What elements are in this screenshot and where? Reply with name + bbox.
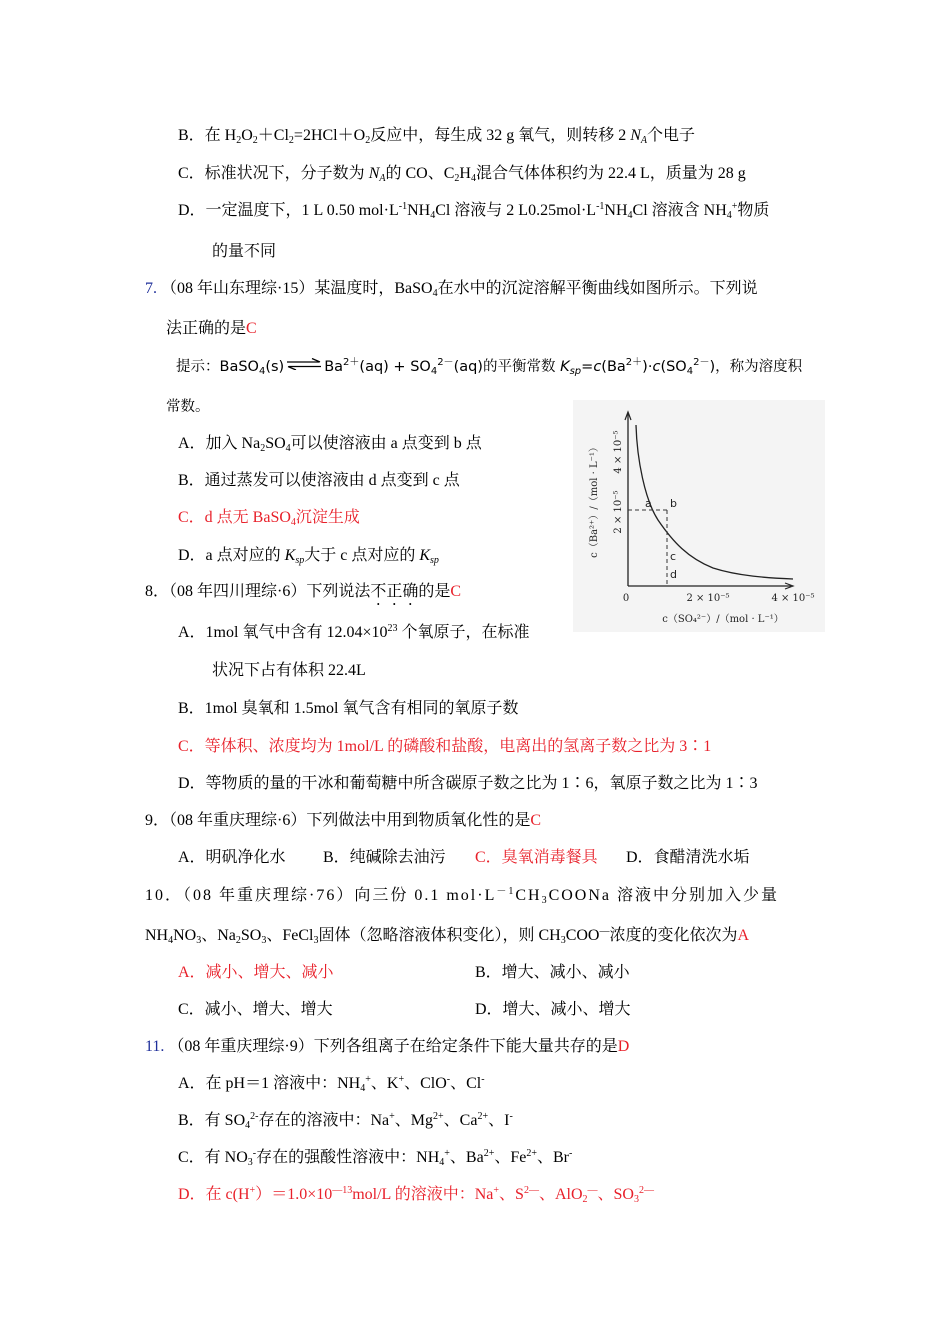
q8-option-d: D．等物质的量的干冰和葡萄糖中所含碳原子数之比为 1∶6，氧原子数之比为 1∶3 — [178, 775, 758, 792]
x-tick-0: 0 — [622, 593, 630, 604]
q7-hint-cont: 常数。 — [166, 399, 210, 415]
point-c: c — [670, 550, 677, 563]
q9-option-c: C．臭氧消毒餐具 — [475, 849, 598, 866]
q11-stem: 11. （08 年重庆理综·9）下列各组离子在给定条件下能大量共存的是D — [145, 1038, 630, 1055]
q8-stem: 8．（08 年四川理综·6）下列说法不正确的是C — [145, 583, 462, 600]
x-tick-4e-5: 4 × 10⁻⁵ — [771, 593, 815, 604]
q7-answer: C — [246, 320, 257, 337]
q11-answer: D — [617, 1038, 630, 1055]
q7-option-d: D．a 点对应的 $K_{sp}$大于 c 点对应的 $K_{sp}$ — [178, 547, 439, 566]
q7-option-a: A．加入 $Na_2SO_4$可以使溶液由 a 点变到 b 点 — [178, 435, 482, 454]
point-a: a — [645, 497, 652, 510]
x-tick-2e-5: 2 × 10⁻⁵ — [686, 593, 730, 604]
y-tick-4e-5: 4 × 10⁻⁵ — [613, 430, 624, 474]
q9-stem: 9．（08 年重庆理综·6）下列做法中用到物质氧化性的是C — [145, 812, 542, 829]
q9-option-d: D．食醋清洗水垢 — [626, 849, 750, 866]
point-b: b — [670, 497, 677, 510]
q7-hint: 提示：BaSO$_4$(s) $Ba^{2+}(aq) + SO_4^{2-}(aq)$的平衡常数 $K_{sp}=c(Ba^{2+})\cdot c(SO_4^{2-})$，称为溶度积 — [176, 357, 803, 377]
q10-option-a: A．减小、增大、减小 — [178, 964, 334, 981]
equilibrium-arrow-icon — [286, 358, 322, 370]
q6-option-b: B．在 $H_2O_2+Cl_2=2HCl+O_2$反应中，每生成 32 g 氧气，则转移 2 $N_A$个电子 — [178, 127, 695, 146]
q6-option-d: D．一定温度下，1 L 0.50 $mol\cdot L^{-1}NH_4Cl$ 溶液与 2 $L0.25mol\cdot L^{-1}NH_4Cl$ 溶液含 $NH_4^+$物质 — [178, 201, 770, 221]
q9-answer: C — [530, 812, 542, 829]
q9-option-a: A．明矾净化水 — [178, 849, 286, 866]
q8-option-c: C．等体积、浓度均为 1mol/L 的磷酸和盐酸，电离出的氢离子数之比为 3∶1 — [178, 738, 712, 755]
q10-stem: 10．（08 年重庆理综·76）向三份 0.1 $mol\cdot L^{-1}CH_3COONa$ 溶液中分别加入少量 — [145, 886, 780, 906]
q11-option-a: A．在 pH＝1 溶液中：$NH_4^+$、K+、ClO-、Cl- — [178, 1074, 485, 1094]
q11-option-c: C．有 $NO_3^-$存在的强酸性溶液中：$NH_4^+$、$Ba^{2+}$、$Fe^{2+}$、Br- — [178, 1148, 573, 1168]
solubility-curve-figure — [573, 400, 825, 632]
q6-option-d-cont: 的量不同 — [212, 243, 277, 260]
y-tick-2e-5: 2 × 10⁻⁵ — [613, 490, 624, 534]
point-d: d — [670, 568, 677, 581]
q6-option-c: C．标准状况下，分子数为 $N_A$的 CO、$C_2H_4$混合气体体积约为 22.4 L，质量为 28 g — [178, 165, 746, 184]
x-axis-label: c（SO₄²⁻）/（mol · L⁻¹） — [662, 614, 784, 625]
q10-option-d: D．增大、减小、增大 — [475, 1001, 631, 1018]
q10-option-c: C．减小、增大、增大 — [178, 1001, 333, 1018]
q8-answer: C — [450, 583, 462, 600]
q7-stem: 7. （08 年山东理综·15）某温度时，BaSO$_4$在水中的沉淀溶解平衡曲线如图所示。下列说 — [145, 280, 758, 299]
q7-stem-cont: 法正确的是C — [166, 320, 257, 337]
q8-option-b: B．1mol 臭氧和 1.5mol 氧气含有相同的氧原子数 — [178, 700, 519, 717]
q11-option-d: D．在 $c(H^+)=1.0\times 10^{—13}mol/L$ 的溶液中：Na+、$S^{2—}$、AlO$_2$—、$SO_3^{2—}$ — [178, 1185, 654, 1205]
q8-option-a: A．1mol 氧气中含有 $12.04\times 10^{23}$ 个氧原子，在标准 — [178, 623, 530, 641]
q7-option-c: C．d 点无 BaSO$_4$沉淀生成 — [178, 509, 360, 528]
y-axis-label: c（Ba²⁺）/（mol · L⁻¹） — [589, 442, 600, 558]
q11-option-b: B．有 $SO_4^{2-}$存在的溶液中：Na+、$Mg^{2+}$、$Ca^{2+}$、I- — [178, 1111, 513, 1131]
q10-stem-cont: $NH_4NO_3$、$Na_2SO_3$、FeCl$_3$固体（忽略溶液体积变化），则 $CH_3COO^—$浓度的变化依次为A — [145, 926, 750, 946]
q10-answer: A — [737, 927, 750, 944]
q8-option-a-cont: 状况下占有体积 22.4L — [212, 662, 366, 679]
q7-option-b: B．通过蒸发可以使溶液由 d 点变到 c 点 — [178, 472, 460, 489]
q9-option-b: B．纯碱除去油污 — [323, 849, 446, 866]
q10-option-b: B．增大、减小、减小 — [475, 964, 630, 981]
